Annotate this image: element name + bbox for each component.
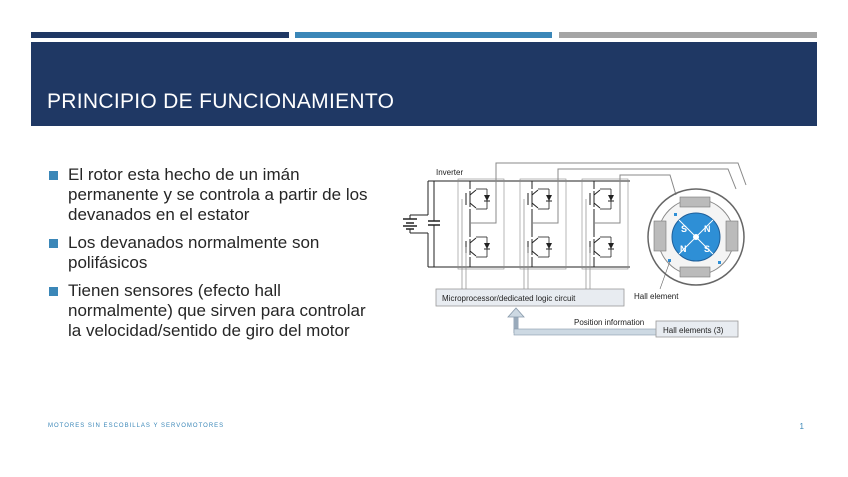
accent-stripe-gray xyxy=(559,32,817,38)
pole-label: N xyxy=(680,244,687,254)
bullet-text: Los devanados normalmente son polifásicos xyxy=(68,233,320,272)
inverter-leg xyxy=(582,179,628,269)
inverter-leg xyxy=(458,179,504,269)
bullet-square-icon xyxy=(49,287,58,296)
hall-elements-label: Hall elements (3) xyxy=(663,326,724,335)
inverter-label: Inverter xyxy=(436,168,464,177)
bullet-text: El rotor esta hecho de un imán permanente y se controla a partir de los devanados en el estator xyxy=(68,165,368,224)
position-information-label: Position information xyxy=(574,318,645,327)
page-number: 1 xyxy=(799,422,804,431)
inverter-leg xyxy=(520,179,566,269)
bullet-item xyxy=(48,281,368,341)
accent-stripe-dark xyxy=(31,32,289,38)
pole-label: N xyxy=(704,224,711,234)
bullet-list xyxy=(48,165,368,349)
battery-symbol xyxy=(403,215,428,233)
bldc-circuit-diagram xyxy=(398,155,768,345)
bullet-square-icon xyxy=(49,239,58,248)
hall-element-label: Hall element xyxy=(634,292,679,301)
slide-title: PRINCIPIO DE FUNCIONAMIENTO xyxy=(47,90,395,113)
microprocessor-label: Microprocessor/dedicated logic circuit xyxy=(442,294,576,303)
bullet-item xyxy=(48,165,368,225)
pole-label: S xyxy=(704,244,711,254)
capacitor-symbol xyxy=(428,181,440,267)
bullet-square-icon xyxy=(49,171,58,180)
accent-stripe-blue xyxy=(295,32,552,38)
motor-cross-section xyxy=(648,189,744,285)
footer-text: MOTORES SIN ESCOBILLAS Y SERVOMOTORES xyxy=(48,423,225,429)
bullet-text: Tienen sensores (efecto hall normalmente) que sirven para controlar la velocidad/sentido de giro del motor xyxy=(68,281,366,340)
title-banner xyxy=(31,42,817,126)
bullet-item xyxy=(48,233,368,273)
pole-label: S xyxy=(681,224,688,234)
